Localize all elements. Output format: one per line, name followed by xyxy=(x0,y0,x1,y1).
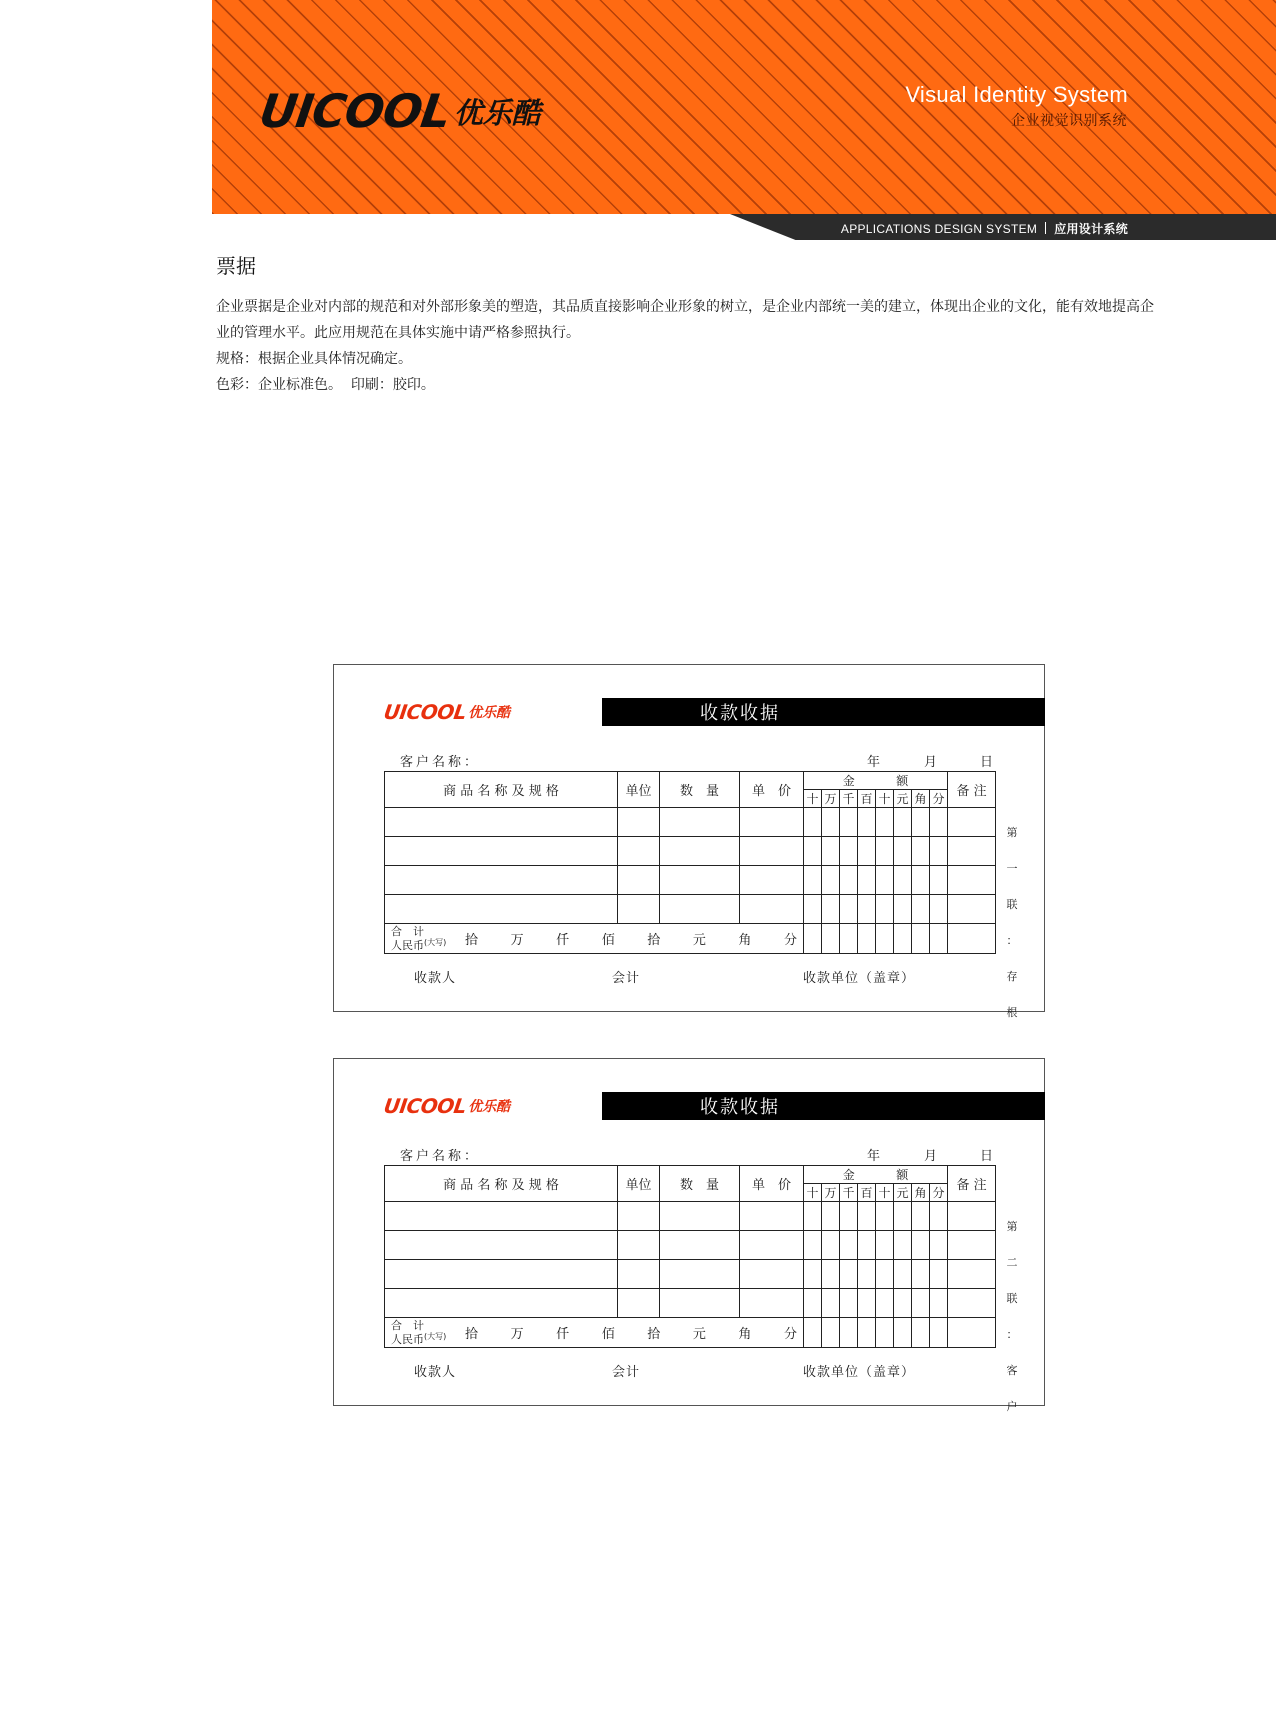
copy-label-char: ： xyxy=(1006,934,1018,947)
cell xyxy=(385,1260,618,1289)
receipt-title-bar xyxy=(602,1092,1045,1120)
copy-label-char: ： xyxy=(1006,1328,1018,1341)
cell xyxy=(804,1231,822,1260)
cell xyxy=(858,1231,876,1260)
col-header-qty: 数 量 xyxy=(660,772,740,808)
cell xyxy=(894,808,912,837)
cell xyxy=(822,1260,840,1289)
copy-label xyxy=(1005,1209,1019,1425)
cell xyxy=(948,837,996,866)
cell xyxy=(618,895,660,924)
cell xyxy=(876,895,894,924)
cell xyxy=(804,837,822,866)
footer-payee: 收款人 xyxy=(414,971,457,986)
spec-line: 规格：根据企业具体情况确定。 xyxy=(216,351,412,367)
cell xyxy=(840,1260,858,1289)
cell xyxy=(740,808,804,837)
cell xyxy=(912,1202,930,1231)
intro-paragraph: 企业票据是企业对内部的规范和对外部形象美的塑造，其品质直接影响企业形象的树立，是企业内部统一美的建立，体现出企业的文化，能有效地提高企业的管理水平。此应用规范在具体实施中请严格参照执行。 xyxy=(216,299,1154,341)
copy-label xyxy=(1005,815,1019,1031)
unit-label: 仟 xyxy=(556,1327,570,1342)
cell xyxy=(876,924,894,954)
cell xyxy=(822,1202,840,1231)
customer-label: 客户名称： xyxy=(400,1149,481,1164)
page-title: 票据 xyxy=(216,254,256,278)
cell xyxy=(385,1202,618,1231)
unit-label: 拾 xyxy=(465,933,479,948)
cell xyxy=(876,808,894,837)
col-header-amount xyxy=(804,772,948,790)
cell xyxy=(840,1231,858,1260)
cell xyxy=(912,866,930,895)
cell xyxy=(894,895,912,924)
total-label xyxy=(385,1320,461,1345)
digit-header: 千 xyxy=(840,790,858,808)
cell xyxy=(930,837,948,866)
cell xyxy=(840,924,858,954)
cell xyxy=(912,808,930,837)
cell xyxy=(618,866,660,895)
section-subbar-text xyxy=(841,220,1128,237)
cell xyxy=(740,866,804,895)
receipt-table xyxy=(384,1165,996,1348)
cell xyxy=(804,1318,822,1348)
cell xyxy=(660,1231,740,1260)
cell xyxy=(618,1289,660,1318)
total-label-line2 xyxy=(391,937,461,951)
cell xyxy=(876,837,894,866)
cell xyxy=(948,808,996,837)
cell xyxy=(740,1231,804,1260)
receipt-title: 收款收据 xyxy=(700,1097,780,1118)
amount-label-left: 金 xyxy=(842,1168,855,1182)
cell xyxy=(740,1202,804,1231)
cell xyxy=(804,1202,822,1231)
cell xyxy=(804,1260,822,1289)
unit-label: 分 xyxy=(783,933,797,948)
receipt-logo-cn: 优乐酷 xyxy=(468,705,511,721)
cell xyxy=(740,1289,804,1318)
cell xyxy=(876,1318,894,1348)
table-row xyxy=(385,1202,996,1231)
cell xyxy=(894,1202,912,1231)
cell xyxy=(840,808,858,837)
col-header-unit: 单位 xyxy=(618,772,660,808)
unit-label: 万 xyxy=(510,933,524,948)
cell xyxy=(385,1289,618,1318)
digit-header: 千 xyxy=(840,1184,858,1202)
digit-header: 万 xyxy=(822,1184,840,1202)
cell xyxy=(948,1318,996,1348)
cell xyxy=(822,866,840,895)
table-header-row xyxy=(385,772,996,790)
total-label-line1: 合 计 xyxy=(391,1319,424,1332)
cell xyxy=(876,866,894,895)
date-year: 年 xyxy=(867,1149,881,1164)
unit-label: 万 xyxy=(510,1327,524,1342)
table-row xyxy=(385,1231,996,1260)
cell xyxy=(948,1231,996,1260)
cell xyxy=(840,1289,858,1318)
color-print-line: 色彩：企业标准色。 印刷：胶印。 xyxy=(216,377,435,393)
cell xyxy=(740,895,804,924)
cell xyxy=(912,1318,930,1348)
total-label-rmb: 人民币 xyxy=(391,939,424,952)
receipt-logo xyxy=(384,1094,510,1118)
digit-header: 角 xyxy=(912,790,930,808)
col-header-note: 备 注 xyxy=(948,1166,996,1202)
receipt-form xyxy=(333,1058,1045,1413)
cell xyxy=(840,895,858,924)
cell xyxy=(385,866,618,895)
digit-header: 万 xyxy=(822,790,840,808)
date-year: 年 xyxy=(867,755,881,770)
total-label-rmb: 人民币 xyxy=(391,1333,424,1346)
col-header-price: 单 价 xyxy=(740,772,804,808)
total-units xyxy=(461,1323,803,1342)
cell xyxy=(930,924,948,954)
cell xyxy=(876,1202,894,1231)
cell xyxy=(858,1202,876,1231)
table-header-row xyxy=(385,1166,996,1184)
cell xyxy=(912,1260,930,1289)
cell xyxy=(660,808,740,837)
copy-label-char: 一 xyxy=(1006,862,1018,875)
footer-accountant: 会计 xyxy=(612,971,641,986)
col-header-name: 商 品 名 称 及 规 格 xyxy=(385,1166,618,1202)
col-header-unit: 单位 xyxy=(618,1166,660,1202)
cell xyxy=(660,1289,740,1318)
copy-label-char: 第 xyxy=(1006,826,1018,839)
cell xyxy=(804,895,822,924)
cell xyxy=(660,837,740,866)
cell xyxy=(840,1202,858,1231)
cell xyxy=(912,895,930,924)
copy-label-char: 根 xyxy=(1006,1006,1018,1019)
cell xyxy=(948,1289,996,1318)
cell xyxy=(385,895,618,924)
col-header-name: 商 品 名 称 及 规 格 xyxy=(385,772,618,808)
cell xyxy=(876,1231,894,1260)
cell xyxy=(618,1202,660,1231)
unit-label: 拾 xyxy=(465,1327,479,1342)
cell xyxy=(822,808,840,837)
table-row xyxy=(385,1289,996,1318)
total-label-big: (大写) xyxy=(424,938,447,947)
cell xyxy=(930,1202,948,1231)
total-label-big: (大写) xyxy=(424,1332,447,1341)
cell xyxy=(876,1260,894,1289)
unit-label: 分 xyxy=(783,1327,797,1342)
cell xyxy=(740,1260,804,1289)
cell xyxy=(912,837,930,866)
cell xyxy=(930,866,948,895)
cell xyxy=(385,837,618,866)
cell xyxy=(804,1289,822,1318)
cell xyxy=(912,924,930,954)
subbar-divider xyxy=(1045,222,1046,234)
copy-label-char: 联 xyxy=(1006,1292,1018,1305)
date-day: 日 xyxy=(980,1149,994,1164)
cell xyxy=(930,1318,948,1348)
digit-header: 元 xyxy=(894,790,912,808)
cell xyxy=(618,808,660,837)
receipt-table xyxy=(384,771,996,954)
digit-header: 十 xyxy=(876,1184,894,1202)
total-row xyxy=(385,924,996,954)
total-label-line2 xyxy=(391,1331,461,1345)
logo-cn: 优乐酷 xyxy=(453,95,541,130)
cell xyxy=(894,924,912,954)
receipt-logo-latin: UICOOL xyxy=(382,1094,468,1118)
footer-unit: 收款单位（盖章） xyxy=(803,1365,916,1380)
amount-label-right: 额 xyxy=(896,774,909,788)
digit-header: 百 xyxy=(858,790,876,808)
cell xyxy=(930,1289,948,1318)
digit-header: 十 xyxy=(804,1184,822,1202)
cell xyxy=(894,1231,912,1260)
col-header-note: 备 注 xyxy=(948,772,996,808)
digit-header: 元 xyxy=(894,1184,912,1202)
cell xyxy=(822,1318,840,1348)
cell xyxy=(822,924,840,954)
receipt-logo-latin: UICOOL xyxy=(382,700,468,724)
col-header-amount xyxy=(804,1166,948,1184)
table-row xyxy=(385,837,996,866)
cell xyxy=(804,866,822,895)
cell xyxy=(660,866,740,895)
unit-label: 拾 xyxy=(647,1327,661,1342)
cell xyxy=(930,1260,948,1289)
footer-unit: 收款单位（盖章） xyxy=(803,971,916,986)
copy-label-char: 客 xyxy=(1006,1364,1018,1377)
brand-logo xyxy=(256,84,541,138)
total-cell xyxy=(385,1318,804,1348)
cell xyxy=(804,924,822,954)
cell xyxy=(858,924,876,954)
cell xyxy=(948,1202,996,1231)
cell xyxy=(894,1289,912,1318)
cell xyxy=(660,895,740,924)
cell xyxy=(822,837,840,866)
digit-header: 角 xyxy=(912,1184,930,1202)
total-units xyxy=(461,929,803,948)
cell xyxy=(618,1260,660,1289)
vis-title-cn: 企业视觉识别系统 xyxy=(1011,113,1127,129)
date-month: 月 xyxy=(924,1149,938,1164)
cell xyxy=(930,808,948,837)
digit-header: 十 xyxy=(876,790,894,808)
cell xyxy=(948,924,996,954)
total-row xyxy=(385,1318,996,1348)
receipt-logo xyxy=(384,700,510,724)
logo-latin: UICOOL xyxy=(256,84,454,138)
digit-header: 分 xyxy=(930,1184,948,1202)
cell xyxy=(930,1231,948,1260)
copy-label-char: 第 xyxy=(1006,1220,1018,1233)
unit-label: 仟 xyxy=(556,933,570,948)
cell xyxy=(822,1289,840,1318)
cell xyxy=(912,1289,930,1318)
cell xyxy=(618,1231,660,1260)
cell xyxy=(912,1231,930,1260)
col-header-price: 单 价 xyxy=(740,1166,804,1202)
cell xyxy=(948,895,996,924)
total-label-line1: 合 计 xyxy=(391,925,424,938)
cell xyxy=(840,837,858,866)
cell xyxy=(618,837,660,866)
cell xyxy=(894,1318,912,1348)
cell xyxy=(894,837,912,866)
cell xyxy=(840,1318,858,1348)
table-row xyxy=(385,895,996,924)
cell xyxy=(858,866,876,895)
intro-text xyxy=(216,294,1156,398)
table-row xyxy=(385,1260,996,1289)
amount-label-right: 额 xyxy=(896,1168,909,1182)
cell xyxy=(858,1318,876,1348)
cell xyxy=(948,1260,996,1289)
receipt-form xyxy=(333,664,1045,1019)
cell xyxy=(804,808,822,837)
col-header-qty: 数 量 xyxy=(660,1166,740,1202)
cell xyxy=(660,1202,740,1231)
copy-label-char: 二 xyxy=(1006,1256,1018,1269)
cell xyxy=(858,1260,876,1289)
cell xyxy=(894,1260,912,1289)
footer-accountant: 会计 xyxy=(612,1365,641,1380)
date-day: 日 xyxy=(980,755,994,770)
copy-label-char: 户 xyxy=(1006,1400,1018,1413)
subbar-en: APPLICATIONS DESIGN SYSTEM xyxy=(840,222,1038,236)
cell xyxy=(385,808,618,837)
table-row xyxy=(385,866,996,895)
receipt-logo-cn: 优乐酷 xyxy=(468,1099,511,1115)
cell xyxy=(858,808,876,837)
vis-title-en: Visual Identity System xyxy=(905,82,1128,107)
cell xyxy=(948,866,996,895)
cell xyxy=(822,1231,840,1260)
unit-label: 元 xyxy=(692,933,706,948)
date-month: 月 xyxy=(924,755,938,770)
digit-header: 百 xyxy=(858,1184,876,1202)
receipt-title-bar xyxy=(602,698,1045,726)
cell xyxy=(822,895,840,924)
cell xyxy=(858,1289,876,1318)
cell xyxy=(930,895,948,924)
cell xyxy=(894,866,912,895)
copy-label-char: 存 xyxy=(1006,970,1018,983)
cell xyxy=(840,866,858,895)
cell xyxy=(858,837,876,866)
unit-label: 角 xyxy=(738,933,752,948)
cell xyxy=(660,1260,740,1289)
unit-label: 佰 xyxy=(601,933,615,948)
total-label xyxy=(385,926,461,951)
receipt-title: 收款收据 xyxy=(700,703,780,724)
footer-payee: 收款人 xyxy=(414,1365,457,1380)
unit-label: 角 xyxy=(738,1327,752,1342)
subbar-cn: 应用设计系统 xyxy=(1054,222,1128,236)
customer-label: 客户名称： xyxy=(400,755,481,770)
unit-label: 拾 xyxy=(647,933,661,948)
unit-label: 元 xyxy=(692,1327,706,1342)
cell xyxy=(385,1231,618,1260)
copy-label-char: 联 xyxy=(1006,898,1018,911)
total-cell xyxy=(385,924,804,954)
unit-label: 佰 xyxy=(601,1327,615,1342)
cell xyxy=(876,1289,894,1318)
digit-header: 分 xyxy=(930,790,948,808)
amount-label-left: 金 xyxy=(842,774,855,788)
cell xyxy=(740,837,804,866)
table-row xyxy=(385,808,996,837)
cell xyxy=(858,895,876,924)
digit-header: 十 xyxy=(804,790,822,808)
